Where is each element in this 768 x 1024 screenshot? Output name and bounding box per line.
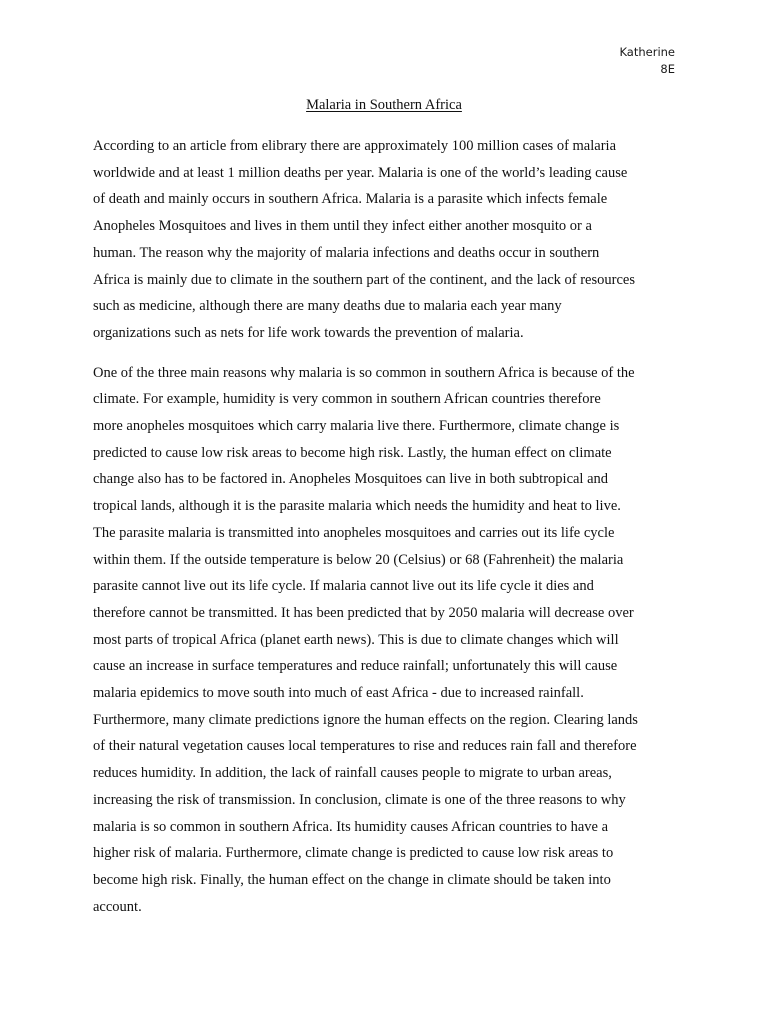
paragraph-line: most parts of tropical Africa (planet earth news). This is due to climate changes which will bbox=[93, 631, 619, 648]
paragraph-line: One of the three main reasons why malaria is so common in southern Africa is because of the bbox=[93, 364, 635, 381]
paragraph-1 bbox=[93, 133, 683, 347]
paragraph-line: Africa is mainly due to climate in the southern part of the continent, and the lack of resources bbox=[93, 271, 635, 288]
paragraph-line: account. bbox=[93, 898, 142, 915]
paragraph-line: increasing the risk of transmission. In conclusion, climate is one of the three reasons to why bbox=[93, 791, 626, 808]
paragraph-line: of their natural vegetation causes local temperatures to rise and reduces rain fall and therefore bbox=[93, 738, 637, 755]
paragraph-2 bbox=[93, 360, 683, 921]
paragraph-line: of death and mainly occurs in southern Africa. Malaria is a parasite which infects female bbox=[93, 191, 608, 208]
paragraph-line: human. The reason why the majority of malaria infections and deaths occur in southern bbox=[93, 244, 600, 261]
paragraph-line: climate. For example, humidity is very common in southern African countries therefore bbox=[93, 391, 601, 408]
paragraph-line: organizations such as nets for life work towards the prevention of malaria. bbox=[93, 324, 524, 341]
paragraph-line: worldwide and at least 1 million deaths per year. Malaria is one of the world’s leading cause bbox=[93, 164, 628, 181]
paragraph-line: reduces humidity. In addition, the lack of rainfall causes people to migrate to urban areas, bbox=[93, 765, 612, 782]
paragraph-line: more anopheles mosquitoes which carry malaria live there. Furthermore, climate change is bbox=[93, 418, 620, 435]
page-header bbox=[619, 44, 675, 78]
paragraph-line: therefore cannot be transmitted. It has been predicted that by 2050 malaria will decrease over bbox=[93, 604, 634, 621]
paragraph-line: cause an increase in surface temperatures and reduce rainfall; unfortunately this will cause bbox=[93, 658, 618, 675]
paragraph-line: such as medicine, although there are many deaths due to malaria each year many bbox=[93, 298, 562, 315]
paragraph-line: parasite cannot live out its life cycle. If malaria cannot live out its life cycle it dies and bbox=[93, 578, 594, 595]
class-label: 8E bbox=[660, 62, 675, 76]
paragraph-line: tropical lands, although it is the parasite malaria which needs the humidity and heat to live. bbox=[93, 498, 621, 515]
document-title-text: Malaria in Southern Africa bbox=[306, 97, 462, 113]
paragraph-line: become high risk. Finally, the human effect on the change in climate should be taken into bbox=[93, 871, 611, 888]
paragraph-line: higher risk of malaria. Furthermore, climate change is predicted to cause low risk areas to bbox=[93, 845, 614, 862]
paragraph-line: within them. If the outside temperature is below 20 (Celsius) or 68 (Fahrenheit) the malaria bbox=[93, 551, 624, 568]
paragraph-line: predicted to cause low risk areas to become high risk. Lastly, the human effect on climate bbox=[93, 444, 612, 461]
paragraph-line: malaria is so common in southern Africa. Its humidity causes African countries to have a bbox=[93, 818, 609, 835]
author-name: Katherine bbox=[619, 45, 675, 59]
paragraph-line: change also has to be factored in. Anopheles Mosquitoes can live in both subtropical and bbox=[93, 471, 609, 488]
paragraph-line: Anopheles Mosquitoes and lives in them until they infect either another mosquito or a bbox=[93, 218, 592, 235]
document-title bbox=[0, 95, 768, 115]
paragraph-line: The parasite malaria is transmitted into anopheles mosquitoes and carries out its life cycle bbox=[93, 524, 615, 541]
paragraph-line: malaria epidemics to move south into much of east Africa - due to increased rainfall. bbox=[93, 685, 584, 702]
document-body bbox=[93, 133, 683, 920]
paragraph-line: According to an article from elibrary there are approximately 100 million cases of malaria bbox=[93, 138, 616, 154]
paragraph-line: Furthermore, many climate predictions ignore the human effects on the region. Clearing lands bbox=[93, 711, 638, 728]
